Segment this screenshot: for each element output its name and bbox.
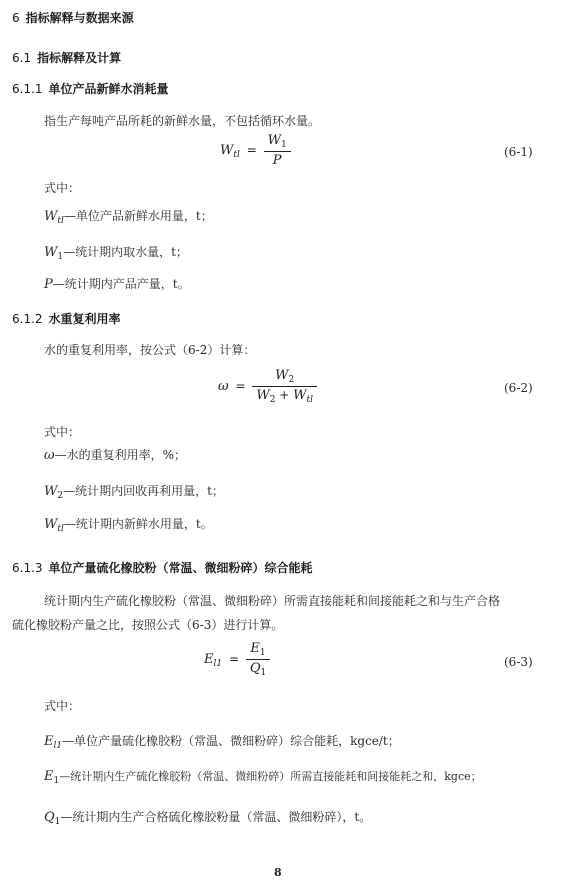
equation-6-2: ω = $\frac{W_2}{W_2 + W_{tl}}$: [218, 368, 317, 405]
definition-item: $W_1—$统计期内取水量，t；: [44, 245, 188, 262]
heading-6-1-2: 6.1.2 水重复利用率: [12, 312, 121, 326]
definition-item: $Q_1—$统计期内生产合格硫化橡胶粉量（常温、微细粉碎），t。: [44, 810, 372, 827]
definition-item: $W_2—$统计期内回收再利用量，t；: [44, 484, 224, 501]
s613-intro-line2: 硫化橡胶粉产量之比，按照公式（6-3）进行计算。: [12, 618, 284, 632]
definition-item: $E_1—$统计期内生产硫化橡胶粉（常温、微细粉碎）所需直接能耗和间接能耗之和，kgce；: [44, 769, 482, 786]
heading-6-1: 6.1 指标解释及计算: [12, 51, 122, 65]
equation-label-6-2: (6-2): [504, 381, 533, 395]
heading-6-1-3: 6.1.3 单位产量硫化橡胶粉（常温、微细粉碎）综合能耗: [12, 561, 313, 575]
fraction: $\frac{E_1}{Q_1}$: [246, 641, 270, 678]
definition-item: ω—水的重复利用率，%；: [44, 448, 187, 463]
where-label: 式中：: [44, 699, 81, 713]
heading-6-1-1: 6.1.1 单位产品新鲜水消耗量: [12, 82, 169, 96]
fraction: $\frac{W_1}{P}$: [264, 133, 291, 168]
where-label: 式中：: [44, 425, 81, 439]
s611-intro: 指生产每吨产品所耗的新鲜水量，不包括循环水量。: [44, 114, 321, 128]
definition-item: $W_{tl}—$统计期内新鲜水用量，t。: [44, 517, 213, 534]
equation-label-6-3: (6-3): [504, 655, 533, 669]
definition-item: P—统计期内产品产量，t。: [44, 277, 190, 292]
heading-6: 6 指标解释与数据来源: [12, 11, 134, 25]
s613-intro-line1: 统计期内生产硫化橡胶粉（常温、微细粉碎）所需直接能耗和间接能耗之和与生产合格: [44, 594, 501, 608]
fraction: $\frac{W_2}{W_2 + W_{tl}}$: [252, 368, 317, 405]
definition-item: $W_{tl}—$单位产品新鲜水用量，t；: [44, 209, 213, 226]
equation-6-1: $W_{tl}$ = $\frac{W_1}{P}$: [220, 133, 291, 168]
page-number: 8: [274, 866, 282, 879]
s612-intro: 水的重复利用率，按公式（6-2）计算：: [44, 343, 256, 357]
where-label: 式中：: [44, 181, 81, 195]
equation-6-3: $E_{l1}$ = $\frac{E_1}{Q_1}$: [204, 641, 270, 678]
equation-label-6-1: (6-1): [504, 145, 533, 159]
definition-item: $E_{l1}—$单位产量硫化橡胶粉（常温、微细粉碎）综合能耗，kgce/t；: [44, 734, 400, 751]
